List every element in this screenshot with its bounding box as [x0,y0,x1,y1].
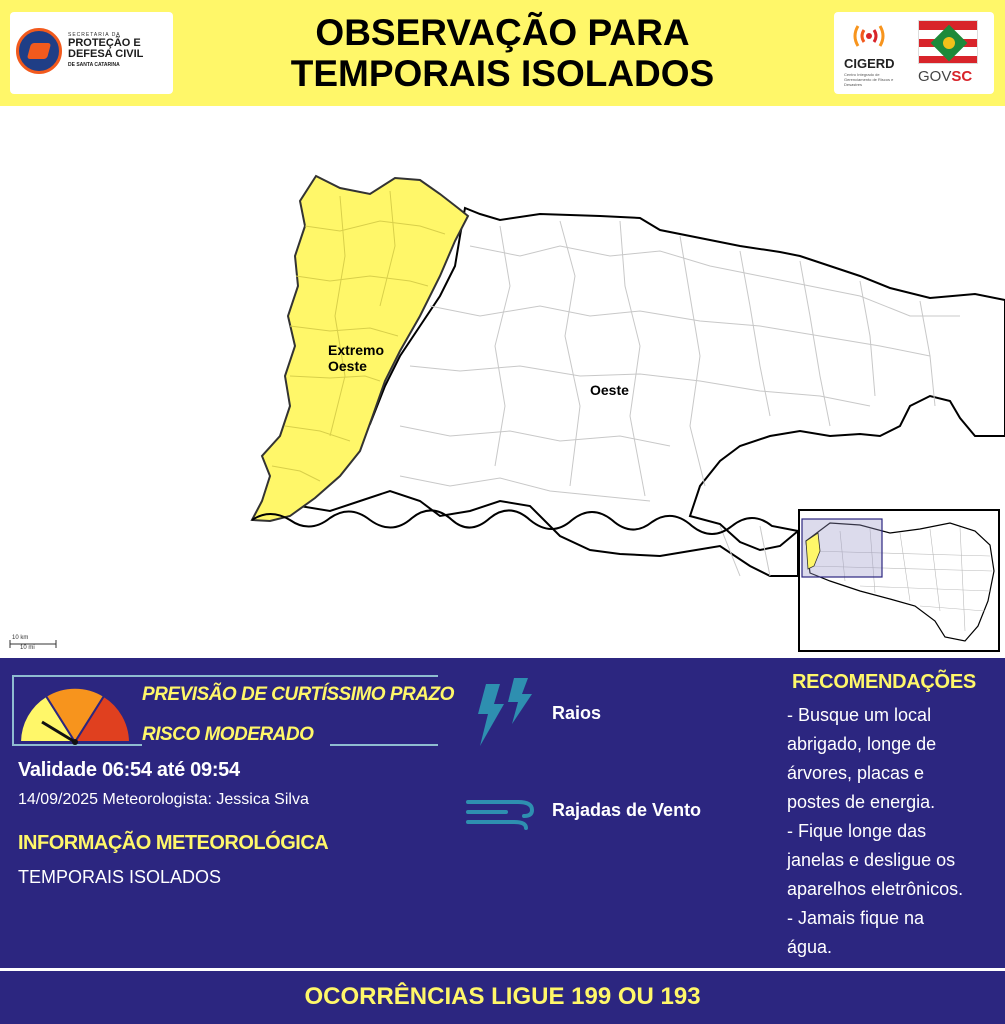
cigerd-sub-label: Centro Integrado de Gerenciamento de Riscos e Desastres [844,72,894,87]
phenomenon-raios: Raios [552,703,602,723]
recommendation-line: - Fique longe das [787,821,927,841]
wind-icon [466,792,542,832]
extremo-oeste-label: Extremo Oeste [328,342,385,374]
date-meteorologist: 14/09/2025 Meteorologista: Jessica Silva [18,791,309,808]
forecast-panel [0,658,1005,968]
govsc-label: GOVSC [918,68,973,85]
recommendations-title: RECOMENDAÇÕES [792,671,976,693]
recommendation-line: árvores, placas e [787,763,925,783]
santa-catarina-flag-icon [918,20,978,64]
info-text: TEMPORAIS ISOLADOS [18,867,222,887]
recommendation-line: janelas e desligue os [787,850,956,870]
phenomenon-rajadas: Rajadas de Vento [552,800,702,820]
header-banner [0,0,1005,106]
risk-gauge-icon [16,684,134,746]
forecast-type: PREVISÃO DE CURTÍSSIMO PRAZO [142,684,454,705]
validity-time: Validade 06:54 até 09:54 [18,759,240,781]
oeste-label: Oeste [590,382,629,398]
page-title [240,12,765,94]
cigerd-label: CIGERD [844,56,895,71]
cigerd-govsc-logo [834,12,994,94]
cigerd-signal-icon [850,22,888,50]
recommendation-line: - Busque um local [787,705,932,725]
recommendation-line: - Jamais fique na [787,908,925,928]
recommendation-line: abrigado, longe de [787,734,937,754]
lightning-icon [474,676,536,748]
state-locator-inset [798,509,1000,652]
logo-sub-text: DE SANTA CATARINA [68,62,120,68]
recommendation-line: postes de energia. [787,792,936,812]
recommendation-line: aparelhos eletrônicos. [787,879,964,899]
logo-main-text: PROTEÇÃO E DEFESA CIVIL [68,37,144,60]
title-line-2: TEMPORAIS ISOLADOS [290,53,715,94]
recommendations-list [787,701,999,962]
risk-level: RISCO MODERADO [142,724,314,745]
emergency-phone-text: OCORRÊNCIAS LIGUE 199 OU 193 [304,983,701,1010]
recommendation-line: água. [787,937,833,957]
map-scale-bar: 10 km 10 mi [12,635,35,651]
divider-bottom [330,744,438,746]
footer-banner [0,971,1005,1024]
divider-top [138,675,438,677]
defesa-civil-logo [10,12,173,94]
title-line-1: OBSERVAÇÃO PARA [315,12,690,53]
risk-map [0,106,1005,658]
defesa-civil-seal-icon [16,28,62,74]
logo-small-text: SECRETARIA DA [68,32,121,38]
info-title: INFORMAÇÃO METEOROLÓGICA [18,832,329,854]
